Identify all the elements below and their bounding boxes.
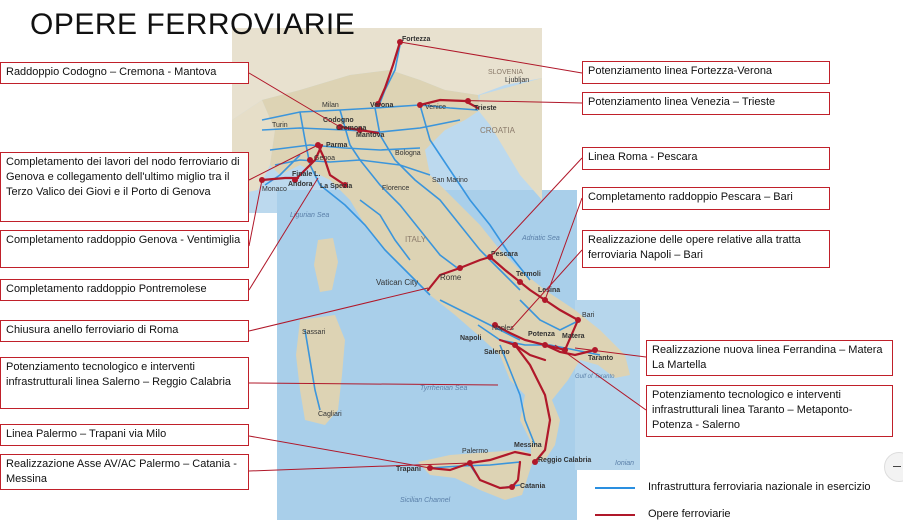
page-title: OPERE FERROVIARIE	[30, 8, 356, 41]
label-ljubljana: Ljubljan	[505, 77, 530, 84]
label-bari: Bari	[582, 312, 595, 319]
callout-pescara-bari: Completamento raddoppio Pescara – Bari	[582, 187, 830, 210]
label-venice: Venice	[425, 104, 447, 111]
label-messina: Messina	[514, 442, 542, 449]
label-pescara: Pescara	[491, 251, 518, 258]
label-finale: Finale L.	[292, 171, 321, 178]
callout-genova-ventimiglia: Completamento raddoppio Genova - Ventimiglia	[0, 230, 249, 268]
label-milan: Milan	[322, 102, 339, 109]
label-ligurian: Ligurian Sea	[290, 212, 330, 219]
callout-fortezza: Potenziamento linea Fortezza-Verona	[582, 61, 830, 84]
callout-asse-sicilia: Realizzazione Asse AV/AC Palermo – Catania -Messina	[0, 454, 249, 490]
label-fortezza: Fortezza	[402, 36, 431, 43]
callout-pontremolese: Completamento raddoppio Pontremolese	[0, 279, 249, 301]
minus-icon	[893, 466, 901, 467]
label-laspezia: La Spezia	[320, 183, 353, 190]
callout-roma-pescara: Linea Roma - Pescara	[582, 147, 830, 170]
label-taranto: Taranto	[588, 355, 614, 362]
label-sassari: Sassari	[302, 329, 326, 336]
label-florence: Florence	[382, 185, 410, 192]
legend-network-label: Infrastruttura ferroviaria nazionale in esercizio	[648, 481, 871, 493]
label-reggio: Reggio Calabria	[538, 457, 592, 464]
callout-venezia: Potenziamento linea Venezia – Trieste	[582, 92, 830, 115]
legend-works-line	[595, 514, 635, 516]
label-genoa: Genoa	[314, 155, 336, 162]
callout-genova-nodo: Completamento dei lavori del nodo ferroviario di Genova e collegamento dell'ultimo miglio tra il Terzo Valico dei Giovi e il Porto di Genova	[0, 152, 249, 222]
label-monaco: Monaco	[262, 186, 287, 193]
label-codogno: Codogno	[323, 117, 354, 124]
label-trapani: Trapani	[396, 466, 421, 473]
label-naples: Naples	[492, 325, 514, 332]
label-verona: Verona	[370, 102, 394, 109]
label-tyrrhenian: Tyrrhenian Sea	[420, 385, 468, 392]
callout-palermo-trapani: Linea Palermo – Trapani via Milo	[0, 424, 249, 446]
legend-works-label: Opere ferroviarie	[648, 508, 731, 520]
label-vatican: Vatican City	[376, 278, 419, 287]
label-slovenia: SLOVENIA	[488, 69, 524, 76]
label-gulf: Gulf of Taranto	[575, 374, 615, 380]
label-cagliari: Cagliari	[318, 411, 342, 418]
label-turin: Turin	[272, 122, 288, 129]
label-potenza: Potenza	[528, 331, 555, 338]
legend-network-line	[595, 487, 635, 489]
label-salerno: Salerno	[484, 349, 510, 356]
label-catania: Catania	[520, 483, 546, 490]
label-termoli: Termoli	[516, 271, 541, 278]
label-mantova: Mantova	[356, 132, 385, 139]
label-ionian: Ionian	[615, 460, 635, 467]
label-lesina: Lesina	[538, 287, 561, 294]
label-adriatic: Adriatic Sea	[522, 235, 560, 242]
callout-codogno: Raddoppio Codogno – Cremona - Mantova	[0, 62, 249, 84]
label-sicilian: Sicilian Channel	[400, 497, 451, 504]
label-italy: ITALY	[405, 235, 427, 244]
label-bologna: Bologna	[395, 150, 421, 157]
label-andora: Andora	[288, 181, 313, 188]
label-sanmarino: San Marino	[432, 177, 468, 184]
label-palermo: Palermo	[462, 448, 489, 455]
callout-taranto: Potenziamento tecnologico e interventi infrastrutturali linea Taranto – Metaponto-Potenza - Salerno	[646, 385, 893, 437]
label-matera: Matera	[562, 333, 585, 340]
label-parma: Parma	[326, 142, 348, 149]
label-cremona: Cremona	[336, 125, 367, 132]
label-trieste: Trieste	[474, 105, 497, 112]
label-napoli: Napoli	[460, 335, 482, 342]
callout-roma: Chiusura anello ferroviario di Roma	[0, 320, 249, 342]
label-croatia: CROATIA	[480, 126, 515, 135]
callout-salerno-reggio: Potenziamento tecnologico e interventi infrastrutturali linea Salerno – Reggio Calabria	[0, 357, 249, 409]
callout-napoli-bari: Realizzazione delle opere relative alla tratta ferroviaria Napoli – Bari	[582, 230, 830, 268]
label-rome: Rome	[440, 273, 462, 282]
callout-ferrandina: Realizzazione nuova linea Ferrandina – Matera La Martella	[646, 340, 893, 376]
